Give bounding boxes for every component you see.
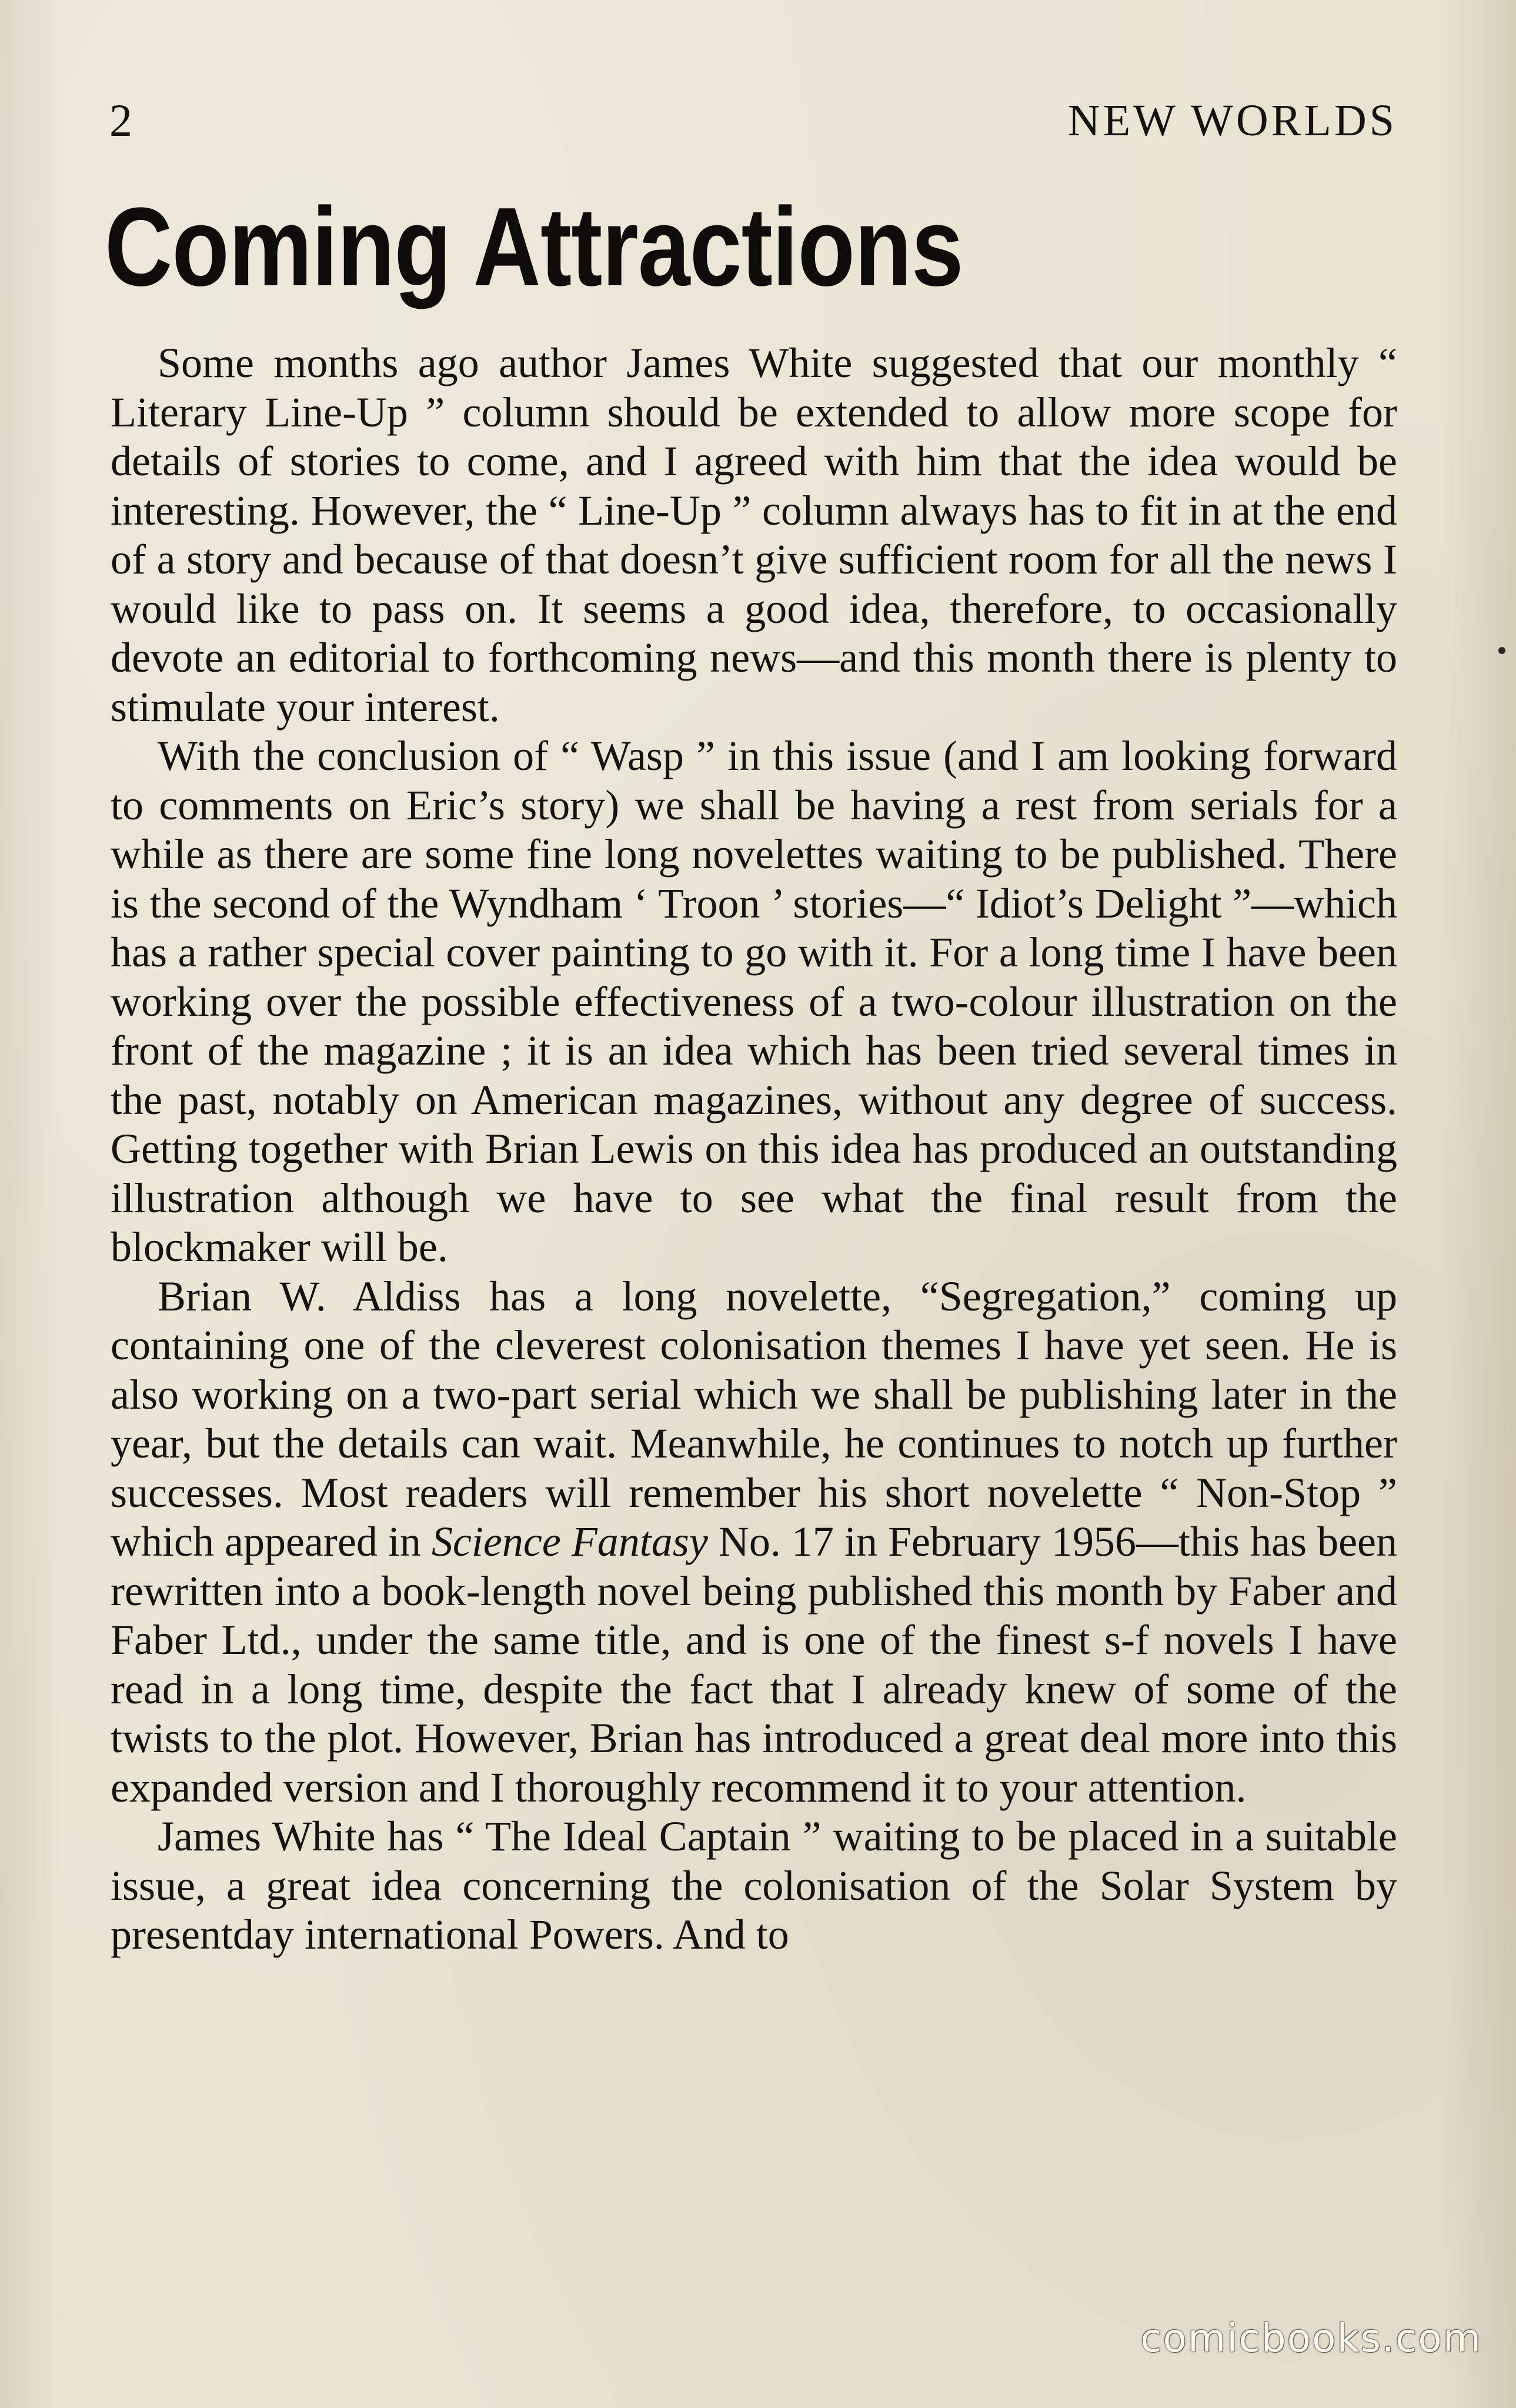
running-head-title: NEW WORLDS bbox=[1067, 96, 1397, 145]
print-speck bbox=[1498, 647, 1505, 654]
paragraph-3-text-after: No. 17 in February 1956—this has been rewritten into a book-length novel being published this month by Faber and Faber Ltd., under the same title, and is one of the finest s-f novels I have read in a long time, despite the fact that I already knew of some of the twists to the plot. However, Brian has introduced a great deal more into this expanded version and I thoroughly recommend it to your attention. bbox=[111, 1518, 1398, 1811]
paragraph-2: With the conclusion of “ Wasp ” in this issue (and I am looking forward to comments on Eric’s story) we shall be having a rest from serials for a while as there are some fine long novelettes waiting to be published. There is the second of the Wyndham ‘ Troon ’ stories—“ Idiot’s Delight ”—which has a rather special cover painting to go with it. For a long time I have been working over the possible effectiveness of a two-colour illustration on the front of the magazine ; it is an idea which has been tried several times in the past, notably on American magazines, without any degree of success. Getting together with Brian Lewis on this idea has produced an outstanding illustration although we have to see what the final result from the blockmaker will be. bbox=[111, 732, 1397, 1270]
magazine-title-italic: Science Fantasy bbox=[431, 1518, 708, 1565]
paragraph-4: James White has “ The Ideal Captain ” waiting to be placed in a suitable issue, a great idea concerning the colonisation of the Solar System by presentday international Powers. And to bbox=[111, 1813, 1397, 1958]
paragraph-3-text-before: Brian W. Aldiss has a long novelette, “Segregation,” coming up containing one of the cleverest colonisation themes I have yet seen. He is also working on a two-part serial which we shall be publishing later in the year, but the details can wait. Meanwhile, he continues to notch up further successes. Most readers will remember his short novelette “ Non-Stop ” which appeared in bbox=[111, 1272, 1397, 1565]
paragraph-1: Some months ago author James White suggested that our monthly “ Literary Line-Up ” column should be extended to allow more scope for details of stories to come, and I agreed with him that the idea would be interesting. However, the “ Line-Up ” column always has to fit in at the end of a story and because of that doesn’t give sufficient room for all the news I would like to pass on. It seems a good idea, therefore, to occasionally devote an editorial to forthcoming news—and this month there is plenty to stimulate your interest. bbox=[111, 339, 1397, 731]
watermark: comicbooks.com bbox=[1140, 2316, 1482, 2361]
running-head bbox=[109, 88, 1397, 153]
page-number: 2 bbox=[109, 95, 133, 146]
paragraph-3 bbox=[111, 1272, 1397, 1813]
article-body bbox=[111, 339, 1397, 1960]
article-title: Coming Attractions bbox=[105, 185, 963, 309]
